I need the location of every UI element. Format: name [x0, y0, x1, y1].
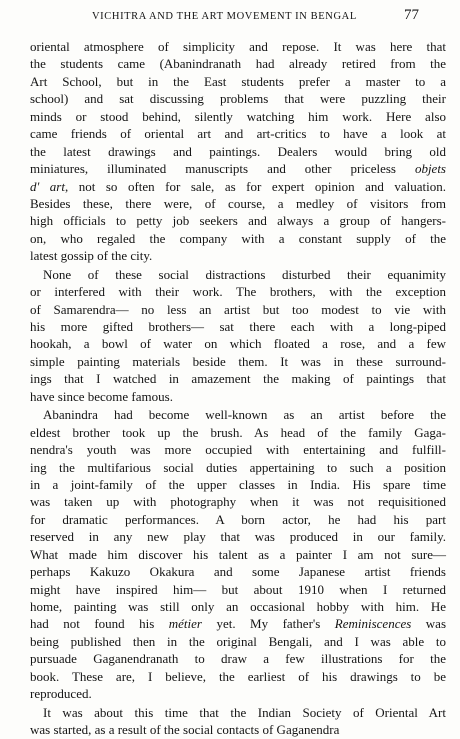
text-line: book. These are, I believe, the earliest of his drawings to be	[30, 668, 446, 684]
text-line: of Samarendra— no less an artist but too modest to vie with	[30, 301, 446, 317]
page-header	[0, 6, 460, 26]
text-line: nendra's youth was more occupied with entertaining and fulfill-	[30, 442, 446, 458]
text-line: latest gossip of the city.	[30, 248, 153, 264]
text-line: had not found his métier yet. My father's Reminiscences was	[30, 616, 447, 632]
text-line: Besides these, there were, of course, a medley of visitors from	[30, 195, 446, 211]
text-line: came friends of oriental art and art-critics to have a look at	[30, 126, 446, 142]
running-head: VICHITRA AND THE ART MOVEMENT IN BENGAL	[92, 11, 357, 22]
text-line: eldest brother took up the brush. As head of the family Gaga-	[30, 424, 446, 440]
text-line: Art School, but in the East students prefer a master to a	[30, 73, 446, 89]
text-line: home, painting was still only an occasional hobby with him. He	[30, 599, 446, 614]
text-line: might have inspired him— but about 1910 when I returned	[30, 581, 446, 597]
page-number: 77	[404, 7, 419, 23]
text-line: the students came (Abanindranath had already retired from the	[30, 56, 446, 72]
text-line: perhaps Kakuzo Okakura and some Japanese artist friends	[30, 564, 446, 580]
paragraph	[30, 704, 446, 739]
text-line: reproduced.	[30, 686, 92, 702]
text-line: simple painting materials beside them. It was in these surround-	[30, 353, 446, 369]
body-text	[30, 38, 446, 739]
text-line: or interfered with their work. The brothers, with the exception	[30, 284, 446, 300]
paragraph	[30, 38, 446, 265]
paragraph	[30, 406, 446, 702]
text-line: school) and sat discussing problems that were puzzling their	[30, 91, 446, 107]
text-line: minds or stood behind, silently watching him work. Here also	[30, 108, 446, 124]
text-line: high officials to petty job seekers and always a group of hangers-	[30, 213, 446, 229]
text-line: ings that I watched in amazement the making of paintings that	[30, 371, 446, 387]
text-line: the latest drawings and paintings. Dealers would bring old	[30, 143, 446, 159]
text-line: None of these social distractions disturbed their equanimity	[43, 266, 446, 282]
text-line: hookah, a bowl of water on which floated a rose, and a few	[30, 336, 446, 352]
text-line: It was about this time that the Indian Society of Oriental Art	[43, 704, 446, 720]
text-line: was started, as a result of the social contacts of Gaganendra	[30, 722, 340, 738]
text-line: Abanindra had become well-known as an artist before the	[43, 407, 446, 423]
text-line: reserved in any new play that was produced in our family.	[30, 529, 446, 545]
text-line: What made him discover his talent as a painter I am not sure—	[30, 546, 446, 562]
text-line: was taken up with photography when it was not requisitioned	[30, 494, 446, 510]
text-line: his more gifted brothers— sat there each with a long-piped	[30, 319, 446, 334]
text-line: miniatures, illuminated manuscripts and other priceless objets	[30, 161, 446, 177]
text-line: on, who regaled the company with a constant supply of the	[30, 230, 446, 246]
text-line: for dramatic performances. A born actor, he had his part	[30, 511, 446, 527]
text-line: pursuade Gaganendranath to draw a few illustrations for the	[30, 651, 446, 667]
text-line: have since become famous.	[30, 388, 173, 404]
text-line: being published then in the original Bengali, and I was able to	[30, 633, 446, 649]
text-line: d' art, not so often for sale, as for expert opinion and valuation.	[30, 178, 446, 194]
paragraph	[30, 266, 446, 406]
text-line: ing the multifarious social duties appertaining to such a position	[30, 459, 446, 475]
text-line: oriental atmosphere of simplicity and repose. It was here that	[30, 39, 446, 54]
text-line: in a joint-family of the upper classes in India. His spare time	[30, 476, 446, 492]
